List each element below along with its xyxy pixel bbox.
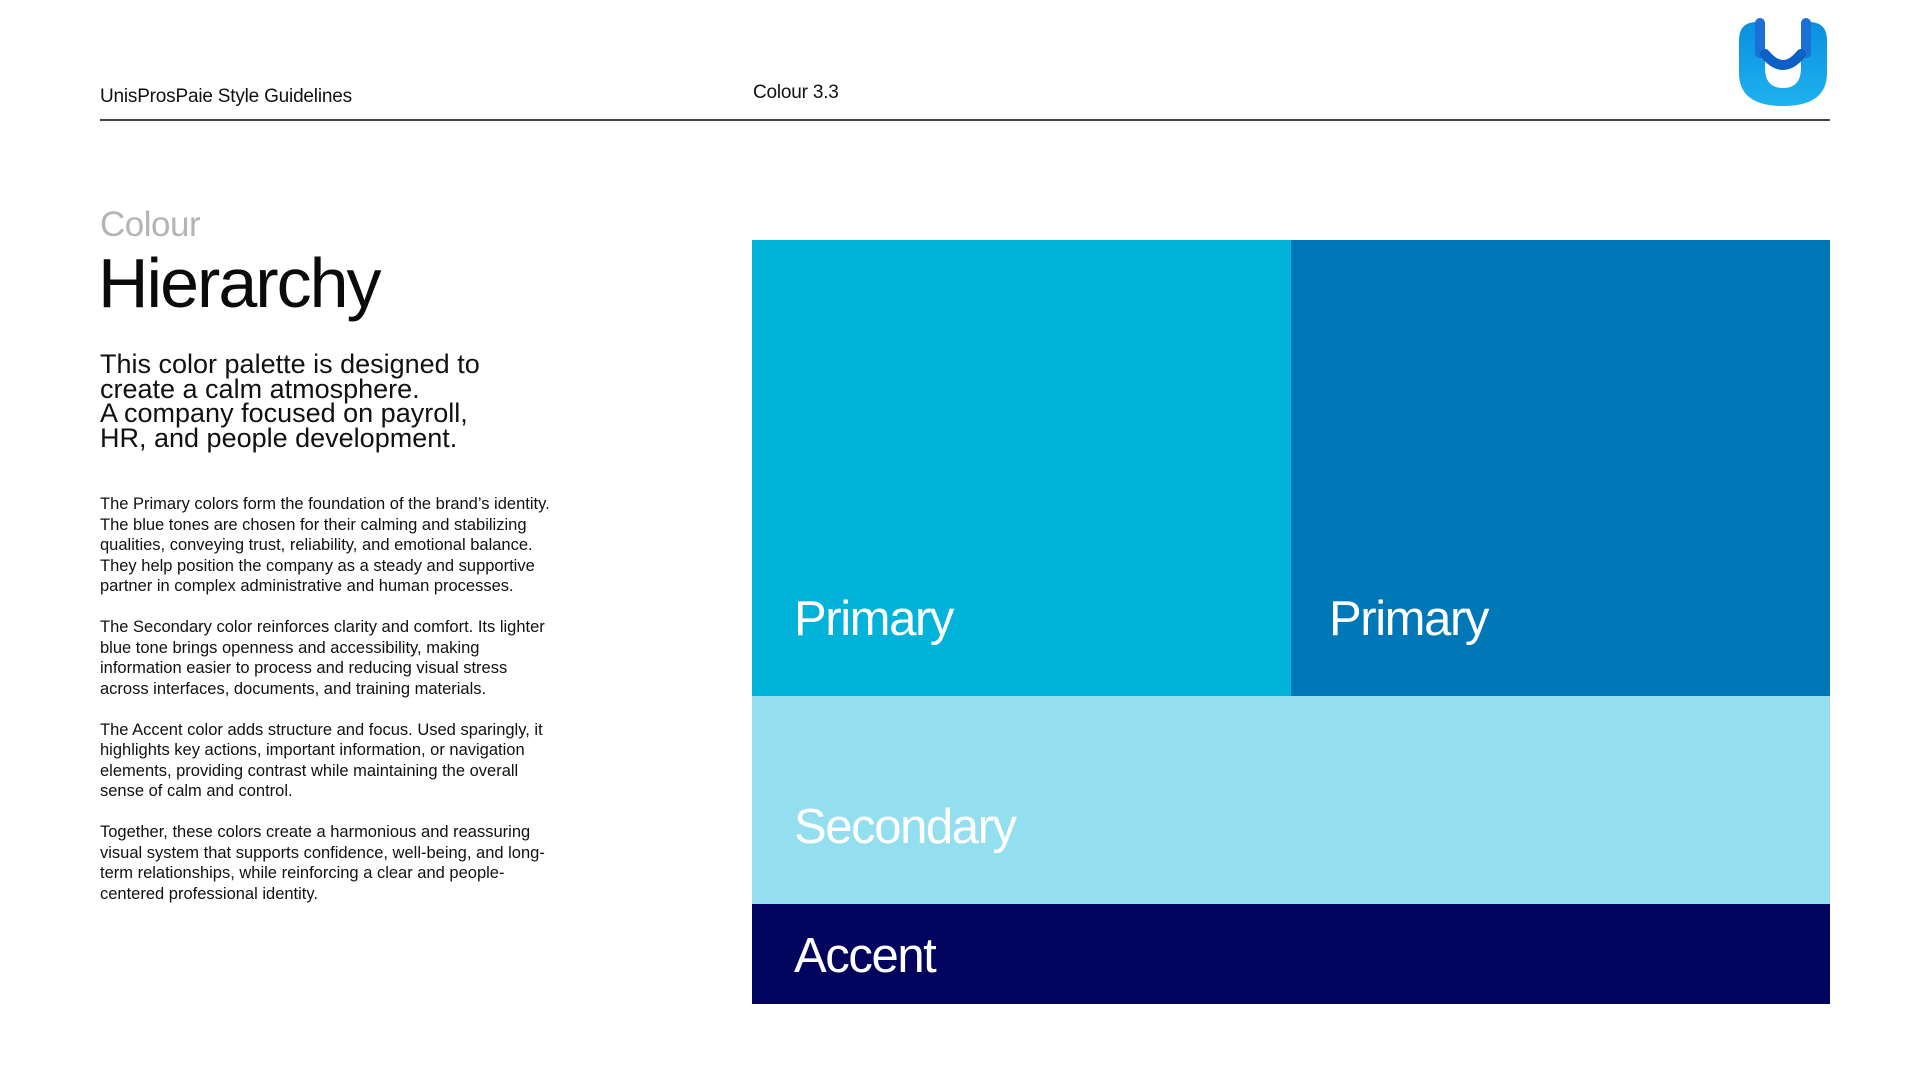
colour-hierarchy-swatches [752, 240, 1830, 1004]
accent-swatch [752, 904, 1830, 1004]
swatch-label: Accent [794, 929, 936, 983]
header-divider [100, 119, 1830, 121]
secondary-description: The Secondary color reinforces clarity and comfort. Its lighter blue tone brings openness and accessibility, making information easier to process and reducing visual stress across interfaces, documents, and training materials. [100, 618, 545, 698]
primary-description: The Primary colors form the foundation of the brand’s identity. The blue tones are chosen for their calming and stabilizing qualities, conveying trust, reliability, and emotional balance. They help position the company as a steady and supportive partner in complex administrative and human processes. [100, 495, 550, 595]
primary-swatch-dark [1291, 240, 1830, 696]
lead-line: A company focused on payroll, [100, 398, 468, 428]
body-copy [100, 494, 550, 925]
lead-statement [100, 349, 540, 453]
lead-line: create a calm atmosphere. [100, 373, 420, 404]
accent-description: The Accent color adds structure and focus. Used sparingly, it highlights key actions, important information, or navigation elements, providing contrast while maintaining the overall sense of calm and control. [100, 720, 543, 800]
summary-description: Together, these colors create a harmonious and reassuring visual system that supports confidence, well-being, and long-term relationships, while reinforcing a clear and people-centered professional identity. [100, 823, 545, 903]
section-eyebrow: Colour [100, 205, 201, 244]
guide-title: UnisProsPaie Style Guidelines [100, 86, 352, 107]
lead-line: HR, and people development. [100, 422, 458, 453]
swatch-label: Primary [794, 592, 953, 646]
swatch-label: Secondary [794, 800, 1016, 854]
primary-swatch-light [752, 240, 1291, 696]
swatch-label: Primary [1329, 592, 1488, 646]
secondary-swatch [752, 696, 1830, 904]
section-number: Colour 3.3 [753, 82, 839, 103]
lead-line: This color palette is designed to [100, 349, 480, 379]
page-title: Hierarchy [98, 244, 380, 322]
brand-logo-icon [1737, 18, 1829, 108]
